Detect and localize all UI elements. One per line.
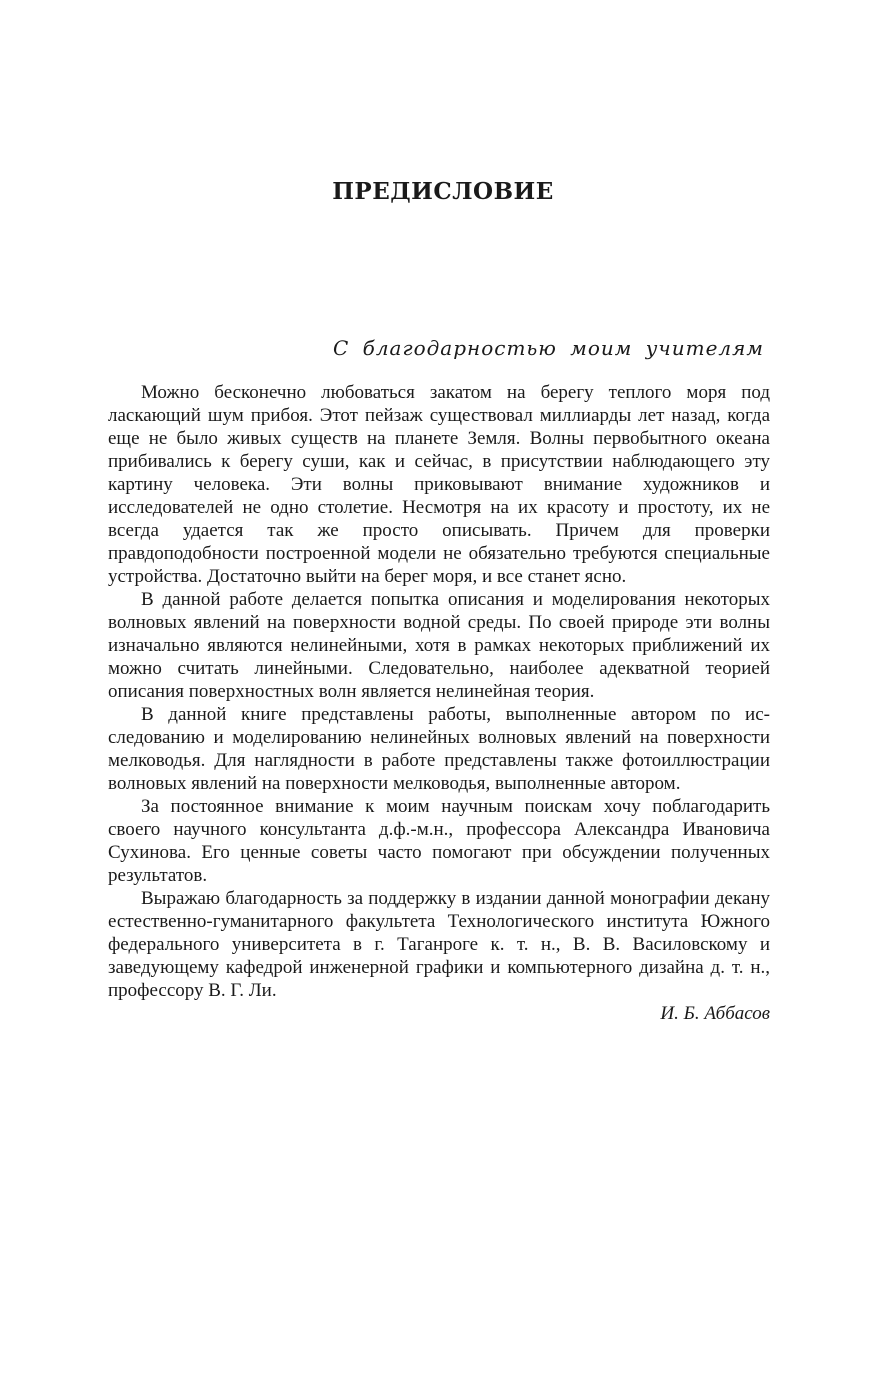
paragraph: За постоянное внимание к моим научным поискам хочу поблагодарить своего научного консультанта д.ф.-м.н., профессора Александра Ивановича Сухинова. Его ценные советы часто помогают при обсуждении полученных результатов. (108, 796, 770, 886)
preface-body (108, 381, 770, 1025)
paragraph: Можно бесконечно любоваться закатом на берегу теплого моря под ласкающий шум прибоя. Этот пейзаж существовал миллиарды лет назад, когда еще не было живых существ на планете Земля. Волны первобытного океана прибивались к берегу суши, как и сейчас, в присутствии наблюдающего эту картину человека. Эти волны приковывают внимание художников и исследователей не одно столетие. Несмотря на их красоту и простоту, их не всегда удается так же просто описывать. Причем для проверки правдоподобности построенной модели не обязательно требуются специальные устройства. Достаточно выйти на берег моря, и все станет ясно. (108, 382, 770, 587)
dedication-epigraph: С благодарностью моим учителям (332, 336, 764, 360)
author-signature: И. Б. Аббасов (660, 1003, 770, 1024)
page-title: ПРЕДИСЛОВИЕ (332, 178, 554, 205)
paragraph: В данной книге представлены работы, выполненные автором по исследованию и моделированию нелинейных волновых явлений на поверхности мелководья. Для наглядности в работе представлены также фотоиллюстрации волновых явлений на поверхности мелководья, выполненные автором. (108, 704, 770, 794)
paragraph: В данной работе делается попытка описания и моделирования некоторых волновых явлений на поверхности водной среды. По своей природе эти волны изначально являются нелинейными, хотя в рамках некоторых приближений их можно считать линейными. Следовательно, наиболее адекватной теорией описания поверхностных волн является нелинейная теория. (108, 589, 770, 702)
paragraph: Выражаю благодарность за поддержку в издании данной монографии декану естественно-гуманитарного факультета Технологического института Южного федерального университета в г. Таганроге к. т. н., В. В. Василовскому и заведующему кафедрой инженерной графики и компьютерного дизайна д. т. н., профессору В. Г. Ли. (108, 888, 770, 1001)
